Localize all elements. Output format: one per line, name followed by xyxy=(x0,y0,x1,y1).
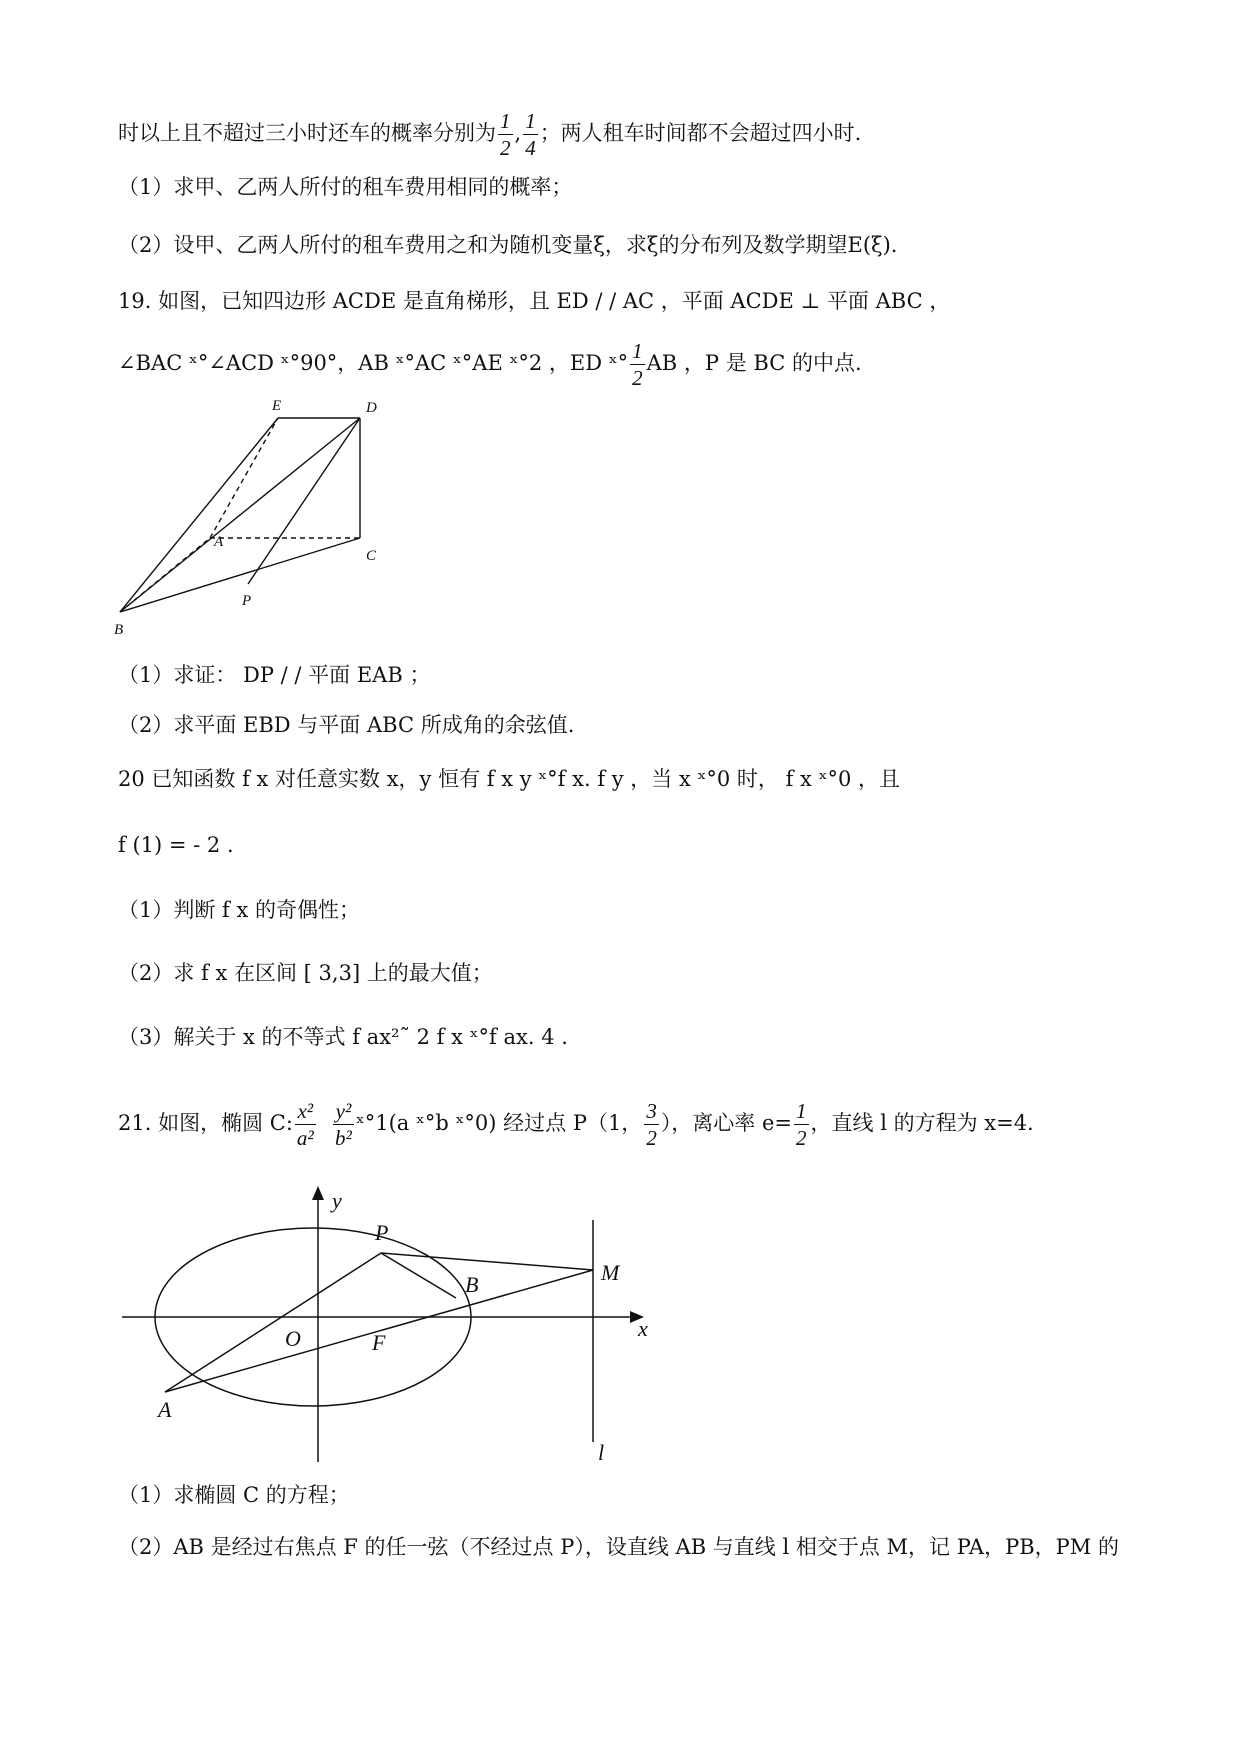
q20-part3: （3）解关于 x 的不等式 f ax²˜ 2 f x ˣ°f ax. 4 . xyxy=(118,1025,568,1049)
label-y: y xyxy=(332,1188,342,1213)
q18-line1-text: 时以上且不超过三小时还车的概率分别为 xyxy=(118,121,496,145)
q20-statement-line1: 20 已知函数 f x 对任意实数 x，y 恒有 f x y ˣ°f x. f y ，当 x ˣ°0 时， f x ˣ°0 ，且 xyxy=(118,767,901,791)
q19-statement-line1: 19. 如图，已知四边形 ACDE 是直角梯形，且 ED / / AC ，平面 ACDE ⊥ 平面 ABC ， xyxy=(118,289,951,313)
fraction-one-quarter: $\frac{1}{4}$ xyxy=(525,109,536,160)
label-M: M xyxy=(601,1260,620,1285)
q19-part1: （1）求证： DP / / 平面 EAB ； xyxy=(118,663,431,687)
q19-figure xyxy=(100,395,400,645)
q20-part2: （2）求 f x 在区间 [ 3,3] 上的最大值； xyxy=(118,961,493,985)
label-A: A xyxy=(158,1397,172,1422)
label-P: P xyxy=(375,1220,389,1245)
q18-part1: （1）求甲、乙两人所付的租车费用相同的概率； xyxy=(118,175,573,199)
q21-figure xyxy=(110,1180,670,1470)
label-x: x xyxy=(638,1316,648,1341)
fraction-three-halves: $\frac{3}{2}$ xyxy=(646,1099,657,1150)
label-E: E xyxy=(272,398,282,414)
label-F: F xyxy=(372,1330,386,1355)
q21-statement-line1: 21. 如图，椭圆 C: $\frac{\text{x²}}{\text{a²}}$ $\frac{\text{y²}}{\text{b²}}$ ˣ°1(a ˣ°b ˣ°0) 经过点 P（1， $\frac{3}{2}$ ），离心率 e= $\frac{1}{2}$ ，直线 l 的方程为 x=4. xyxy=(118,1099,1034,1150)
fraction-one-half: $\frac{1}{2}$ xyxy=(796,1099,807,1150)
label-B: B xyxy=(114,622,124,638)
fraction-y2-b2: $\frac{\text{y²}}{\text{b²}}$ xyxy=(335,1099,352,1150)
q20-statement-line2: f (1) = - 2 . xyxy=(118,833,234,857)
q19-statement-line2: ∠BAC ˣ°∠ACD ˣ°90°，AB ˣ°AC ˣ°AE ˣ°2 ，ED ˣ° $\frac{1}{2}$ AB ，P 是 BC 的中点. xyxy=(118,339,862,390)
q18-line1: 时以上且不超过三小时还车的概率分别为 $\frac{1}{2}$ , $\frac{1}{4}$ ；两人租车时间都不会超过四小时. xyxy=(118,109,862,160)
label-P: P xyxy=(242,593,252,609)
q19-part2: （2）求平面 EBD 与平面 ABC 所成角的余弦值. xyxy=(118,713,575,737)
q21-part2: （2）AB 是经过右焦点 F 的任一弦（不经过点 P），设直线 AB 与直线 l 相交于点 M，记 PA，PB，PM 的 xyxy=(118,1535,1119,1559)
fraction-x2-a2: $\frac{\text{x²}}{\text{a²}}$ xyxy=(296,1099,314,1150)
y-axis-arrow-icon xyxy=(312,1186,324,1200)
label-C: C xyxy=(366,548,377,564)
fraction-one-half: $\frac{1}{2}$ xyxy=(500,109,511,160)
q21-part1: （1）求椭圆 C 的方程； xyxy=(118,1483,350,1507)
label-A: A xyxy=(214,534,224,550)
label-B: B xyxy=(465,1272,479,1297)
fraction-one-half: $\frac{1}{2}$ xyxy=(632,339,643,390)
label-O: O xyxy=(285,1326,301,1351)
q20-part1: （1）判断 f x 的奇偶性； xyxy=(118,898,361,922)
label-D: D xyxy=(366,400,377,416)
q18-part2: （2）设甲、乙两人所付的租车费用之和为随机变量ξ，求ξ的分布列及数学期望E(ξ). xyxy=(118,233,898,257)
label-l: l xyxy=(598,1440,605,1465)
